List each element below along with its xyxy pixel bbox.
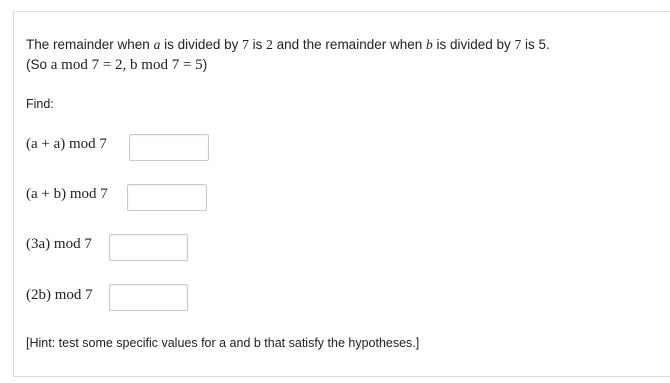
statement-text: is 5.: [521, 37, 550, 52]
question-label-3a: (3a) mod 7: [26, 236, 92, 252]
answer-input-2b[interactable]: [109, 284, 188, 311]
modulus-value: 7: [242, 37, 249, 52]
problem-statement-line-1: [26, 37, 550, 53]
statement-text: is divided by: [432, 37, 515, 52]
remainder-a-value: 2: [266, 37, 273, 52]
answer-input-a-plus-a[interactable]: [129, 134, 209, 161]
statement-text: and the remainder when: [272, 37, 426, 52]
question-panel: [13, 11, 670, 377]
question-label-a-plus-a: (a + a) mod 7: [26, 136, 107, 152]
answer-input-3a[interactable]: [109, 234, 188, 261]
statement-text: is divided by: [160, 37, 243, 52]
statement-text: (So: [26, 57, 51, 72]
statement-text: ): [202, 57, 208, 72]
statement-text: is: [248, 37, 267, 52]
modulus-value: 7: [514, 37, 522, 52]
answer-input-a-plus-b[interactable]: [127, 184, 207, 211]
question-label-a-plus-b: (a + b) mod 7: [26, 186, 108, 202]
congruence-summary: a mod 7 = 2, b mod 7 = 5: [50, 57, 203, 73]
hint-text: [Hint: test some specific values for a and b that satisfy the hypotheses.]: [26, 336, 420, 350]
find-label: Find:: [26, 97, 54, 111]
variable-b: b: [426, 37, 433, 52]
question-label-2b: (2b) mod 7: [26, 287, 93, 303]
variable-a: a: [153, 37, 161, 52]
statement-text: The remainder when: [26, 37, 154, 52]
problem-statement-line-2: [26, 57, 207, 74]
